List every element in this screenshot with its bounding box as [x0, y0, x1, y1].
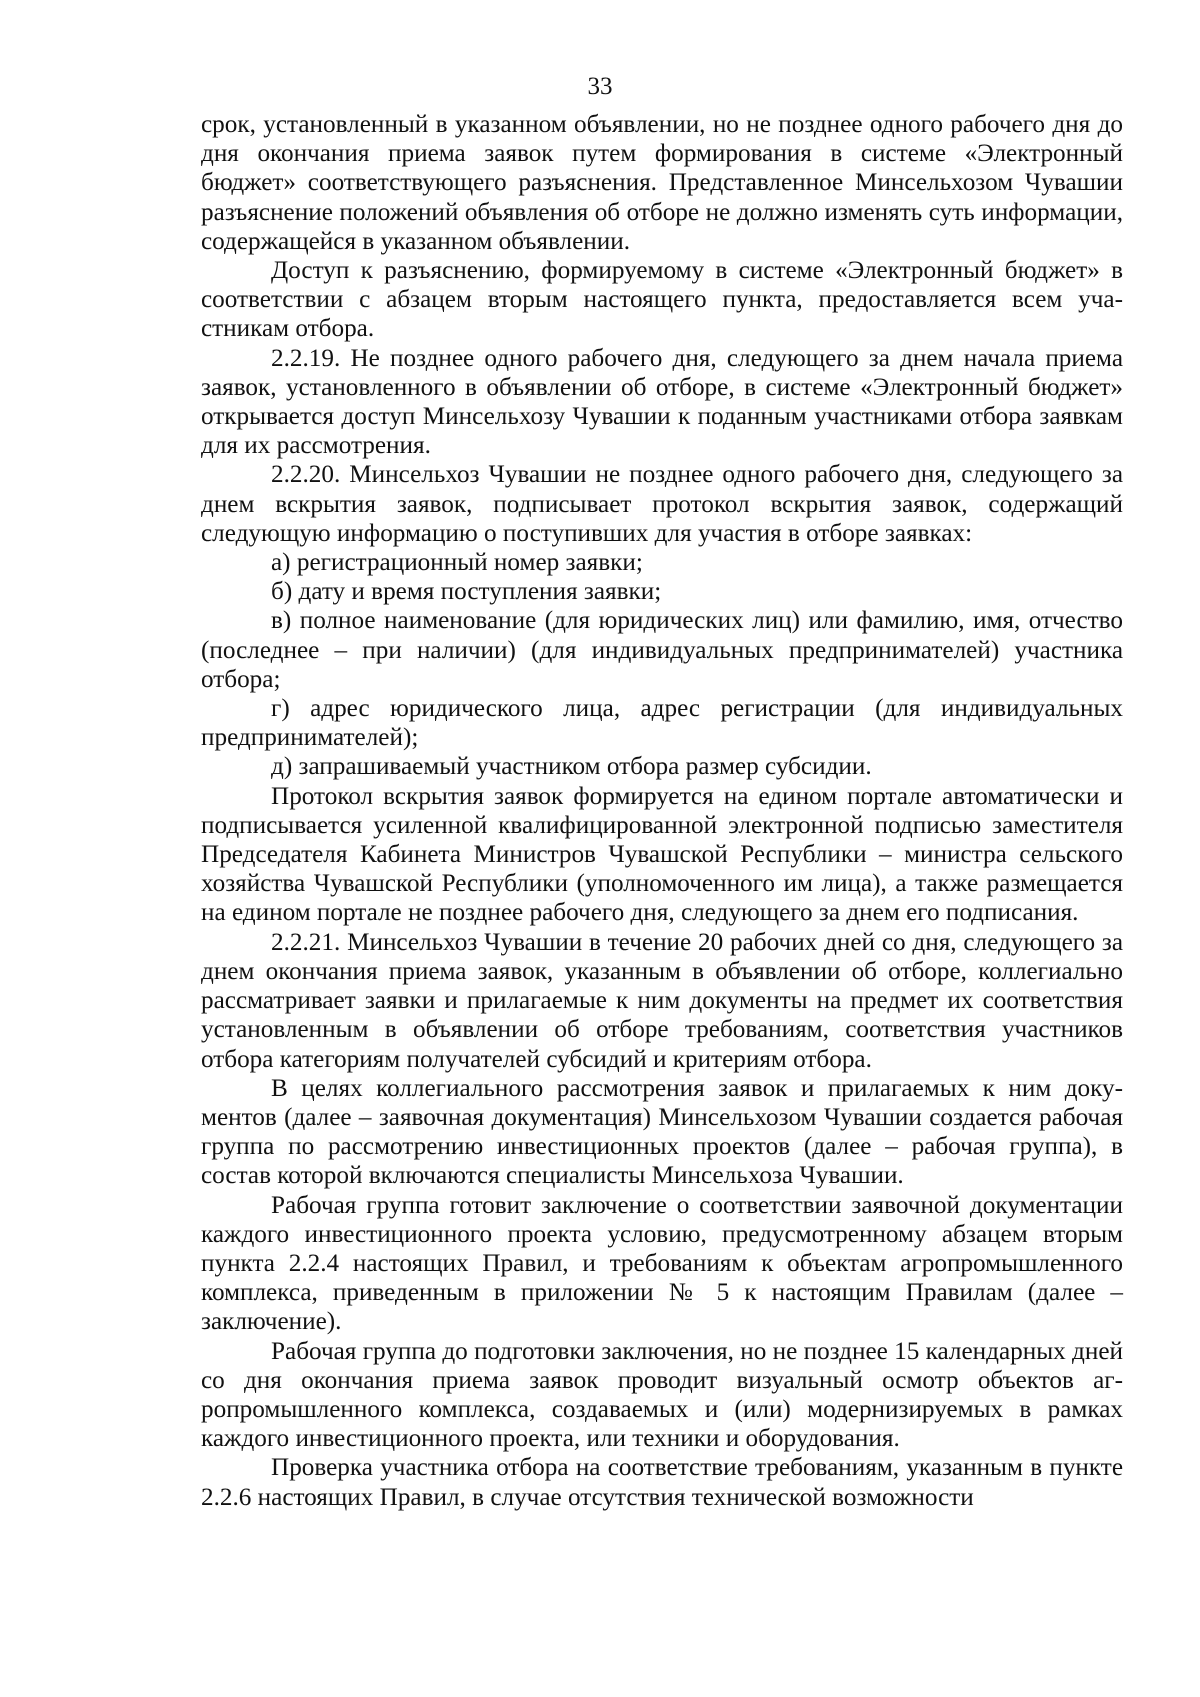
paragraph: Протокол вскрытия заявок формируется на едином портале автоматически и подписывается усиленной квалифицированной электронной подписью заместителя Председателя Кабинета Министров Чувашской Республики – министра сельского хозяйства Чувашской Республики (уполномоченного им лица), а также размещается на едином портале не позднее рабочего дня, следующего за днем его подписания. — [201, 782, 1123, 927]
page-number: 33 — [587, 73, 613, 100]
list-item: д) запрашиваемый участником отбора размер субсидии. — [271, 753, 872, 781]
list-item: а) регистрационный номер заявки; — [271, 549, 643, 577]
paragraph: Проверка участника отбора на соответствие требованиям, указанным в пункте 2.2.6 настоящих Правил, в случае отсутствия технической возможности — [201, 1454, 1123, 1511]
list-item: б) дату и время поступления заявки; — [271, 578, 662, 606]
paragraph: 2.2.19. Не позднее одного рабочего дня, следующего за днем начала приема заявок, установленного в объявлении об отборе, в системе «Электронный бюджет» открывается доступ Минсельхозу Чувашии к поданным участниками отбора заявкам для их рассмотрения. — [201, 344, 1123, 460]
paragraph: 2.2.21. Минсельхоз Чувашии в течение 20 рабочих дней со дня, следующего за днем окончания приема заявок, указанным в объявлении об отборе, коллегиально рассматривает заявки и прилагаемые к ним документы на предмет их соответствия установленным в объявлении об отборе требованиям, соответствия участников отбора категориям получателей субсидий и критериям отбора. — [201, 928, 1123, 1073]
document-body — [201, 110, 1123, 1512]
paragraph: В целях коллегиального рассмотрения заявок и прилагаемых к ним документов (далее – заявочная документация) Минсельхозом Чувашии создается рабочая группа по рассмотрению инвестиционных проектов (далее – рабочая группа), в состав которой включаются специалисты Минсельхоза Чувашии. — [201, 1074, 1123, 1190]
paragraph: Рабочая группа до подготовки заключения, но не позднее 15 календарных дней со дня окончания приема заявок проводит визуальный осмотр объектов агропромышленного комплекса, создаваемых и (или) модернизируемых в рамках каждого инвестиционного проекта, или техники и оборудования. — [201, 1337, 1123, 1453]
list-item: г) адрес юридического лица, адрес регистрации (для индивидуальных предпринимателей); — [201, 695, 1123, 752]
paragraph: Рабочая группа готовит заключение о соответствии заявочной документации каждого инвестиционного проекта условию, предусмотренному абзацем вторым пункта 2.2.4 настоящих Правил, и требованиям к объектам агропромышленного комплекса, приведенным в приложении № 5 к настоящим Правилам (далее – заключение). — [201, 1191, 1123, 1336]
paragraph: Доступ к разъяснению, формируемому в системе «Электронный бюджет» в соответствии с абзацем вторым настоящего пункта, предоставляется всем участникам отбора. — [201, 257, 1123, 343]
paragraph: 2.2.20. Минсельхоз Чувашии не позднее одного рабочего дня, следующего за днем вскрытия заявок, подписывает протокол вскрытия заявок, содержащий следующую информацию о поступивших для участия в отборе заявках: — [201, 461, 1123, 547]
paragraph: срок, установленный в указанном объявлении, но не позднее одного рабочего дня до дня окончания приема заявок путем формирования в системе «Электронный бюджет» соответствующего разъяснения. Представленное Минсельхозом Чувашии разъяснение положений объявления об отборе не должно изменять суть информации, содержащейся в указанном объявлении. — [201, 111, 1123, 255]
list-item: в) полное наименование (для юридических лиц) или фамилию, имя, отчество (последнее – при наличии) (для индивидуальных предпринимателей) участника отбора; — [201, 607, 1123, 693]
